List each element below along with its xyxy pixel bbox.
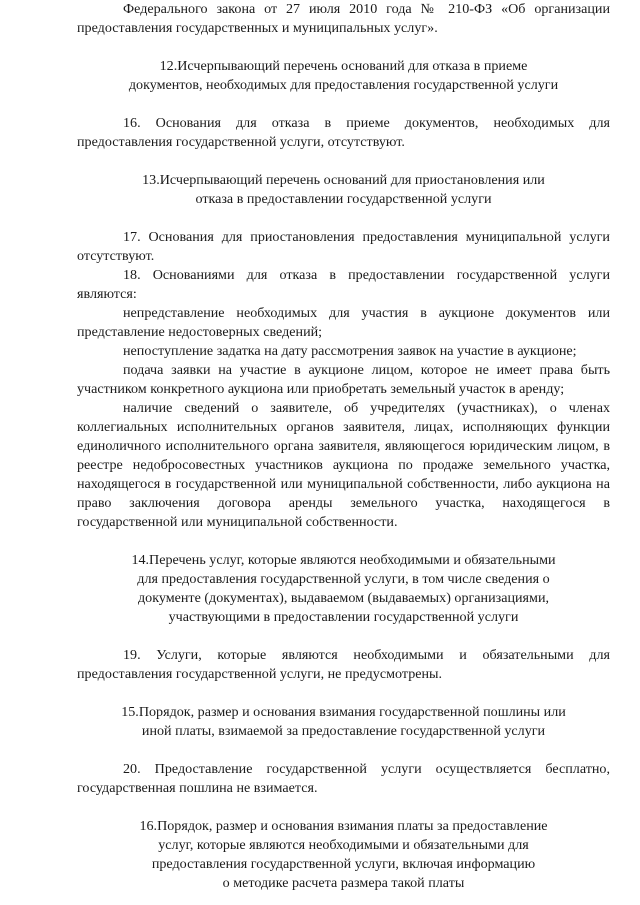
document-page: [77, 0, 610, 893]
paragraph-19: 19. Услуги, которые являются необходимыми и обязательными для предоставления государственной услуги, не предусмотрены.: [77, 647, 610, 682]
section-heading-12: 12.Исчерпывающий перечень оснований для отказа в приеме документов, необходимых для предоставления государственной услуги: [128, 58, 559, 93]
list-item-registry: наличие сведений о заявителе, об учредителях (участниках), о членах коллегиальных исполнительных органов заявителя, лицах, исполняющих функции единоличного исполнительного органа заявителя, являющегося юридическим лицом, в реестре недобросовестных участников аукциона по продаже земельного участка, находящегося в государственной или муниципальной собственности, либо аукциона на право заключения договора аренды земельного участка, находящегося в государственной или муниципальной собственности.: [77, 400, 611, 530]
list-item-applicant-rights: подача заявки на участие в аукционе лицом, которое не имеет права быть участником конкретного аукциона или приобретать земельный участок в аренду;: [77, 362, 610, 397]
section-heading-13: 13.Исчерпывающий перечень оснований для приостановления или отказа в предоставлении государственной услуги: [142, 172, 545, 207]
paragraph-20: 20. Предоставление государственной услуги осуществляется бесплатно, государственная пошлина не взимается.: [77, 761, 610, 796]
paragraph-17: 17. Основания для приостановления предоставления муниципальной услуги отсутствуют.: [77, 229, 610, 264]
list-item-documents: непредставление необходимых для участия в аукционе документов или представление недостоверных сведений;: [77, 305, 610, 340]
section-heading-16: 16.Порядок, размер и основания взимания платы за предоставление услуг, которые являются необходимыми и обязательными для предоставления государственной услуги, включая информацию о методике расчета размера такой платы: [139, 818, 548, 891]
paragraph-18: 18. Основаниями для отказа в предоставлении государственной услуги являются:: [77, 267, 610, 302]
list-item-deposit: непоступление задатка на дату рассмотрения заявок на участие в аукционе;: [123, 343, 577, 359]
paragraph-16: 16. Основания для отказа в приеме документов, необходимых для предоставления государственной услуги, отсутствуют.: [77, 115, 610, 150]
section-heading-15: 15.Порядок, размер и основания взимания государственной пошлины или иной платы, взимаемой за предоставление государственной услуги: [121, 704, 566, 739]
paragraph-law-reference: Федерального закона от 27 июля 2010 года № 210-ФЗ «Об организации предоставления государственных и муниципальных услуг».: [77, 1, 610, 36]
section-heading-14: 14.Перечень услуг, которые являются необходимыми и обязательными для предоставления государственной услуги, в том числе сведения о документе (документах), выдаваемом (выдаваемых) организациями, участвующими в предоставлении государственной услуги: [131, 552, 556, 625]
